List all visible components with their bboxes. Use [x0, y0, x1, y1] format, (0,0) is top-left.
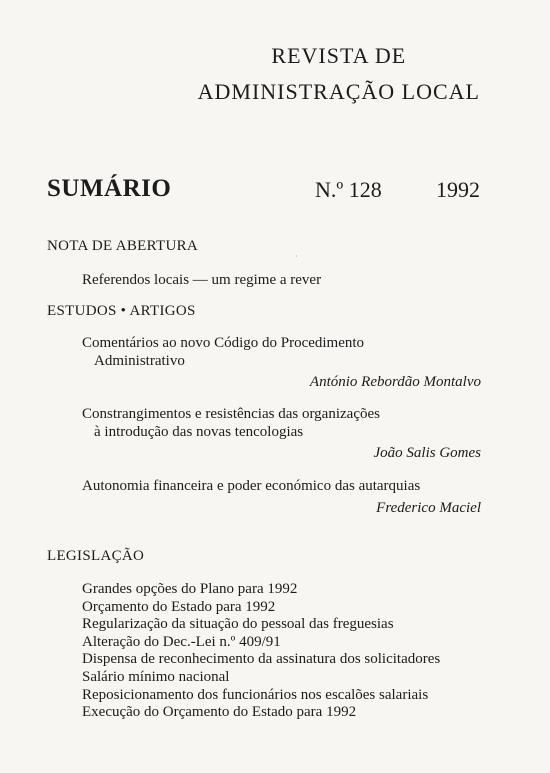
summary-title: SUMÁRIO [47, 175, 172, 202]
masthead-line-2: ADMINISTRAÇÃO LOCAL [197, 79, 480, 104]
toc-entry-referendos [82, 271, 321, 289]
heading-artigos: ARTIGOS [129, 303, 196, 319]
entry-author-maciel: Frederico Maciel [376, 500, 481, 516]
issue-year: 1992 [436, 177, 480, 202]
entry-title-line-2: à introdução das novas tencologias [94, 424, 304, 440]
entry-title-line-2: Administrativo [94, 353, 185, 369]
toc-entry-autonomia-financeira [82, 477, 420, 495]
legislacao-item: Execução do Orçamento do Estado para 1992 [82, 704, 357, 721]
journal-masthead [198, 38, 480, 110]
print-speck: · [295, 252, 298, 261]
legislacao-list [82, 581, 440, 722]
legislacao-item: Orçamento do Estado para 1992 [82, 598, 276, 615]
bullet-separator: • [120, 303, 127, 319]
heading-estudos: ESTUDOS [47, 303, 117, 319]
toc-entry-constrangimentos [82, 405, 380, 441]
entry-title-line-1: Comentários ao novo Código do Procedimento [82, 335, 365, 351]
issue-number: N.º 128 [315, 177, 382, 202]
legislacao-item: Salário mínimo nacional [82, 668, 230, 685]
legislacao-item: Alteração do Dec.-Lei n.º 409/91 [82, 633, 281, 650]
entry-title-line-1: Constrangimentos e resistências das organizações [82, 406, 380, 422]
entry-author-gomes: João Salis Gomes [373, 445, 481, 461]
legislacao-item: Dispensa de reconhecimento da assinatura dos solicitadores [82, 651, 441, 668]
section-heading-nota-abertura: NOTA DE ABERTURA [47, 238, 199, 254]
summary-header [47, 175, 480, 207]
legislacao-item: Grandes opções do Plano para 1992 [82, 581, 298, 597]
legislacao-item: Reposicionamento dos funcionários nos escalões salariais [82, 686, 429, 703]
entry-title: Referendos locais — um regime a rever [82, 272, 322, 288]
section-heading-estudos-artigos [47, 303, 196, 320]
section-heading-legislacao: LEGISLAÇÃO [47, 548, 145, 564]
masthead-line-1: REVISTA DE [271, 43, 407, 68]
entry-title-line-1: Autonomia financeira e poder económico das autarquias [82, 478, 421, 494]
entry-author-montalvo: António Rebordão Montalvo [309, 374, 481, 390]
toc-entry-codigo-procedimento [82, 334, 364, 370]
legislacao-item: Regularização da situação do pessoal das freguesias [82, 616, 394, 633]
